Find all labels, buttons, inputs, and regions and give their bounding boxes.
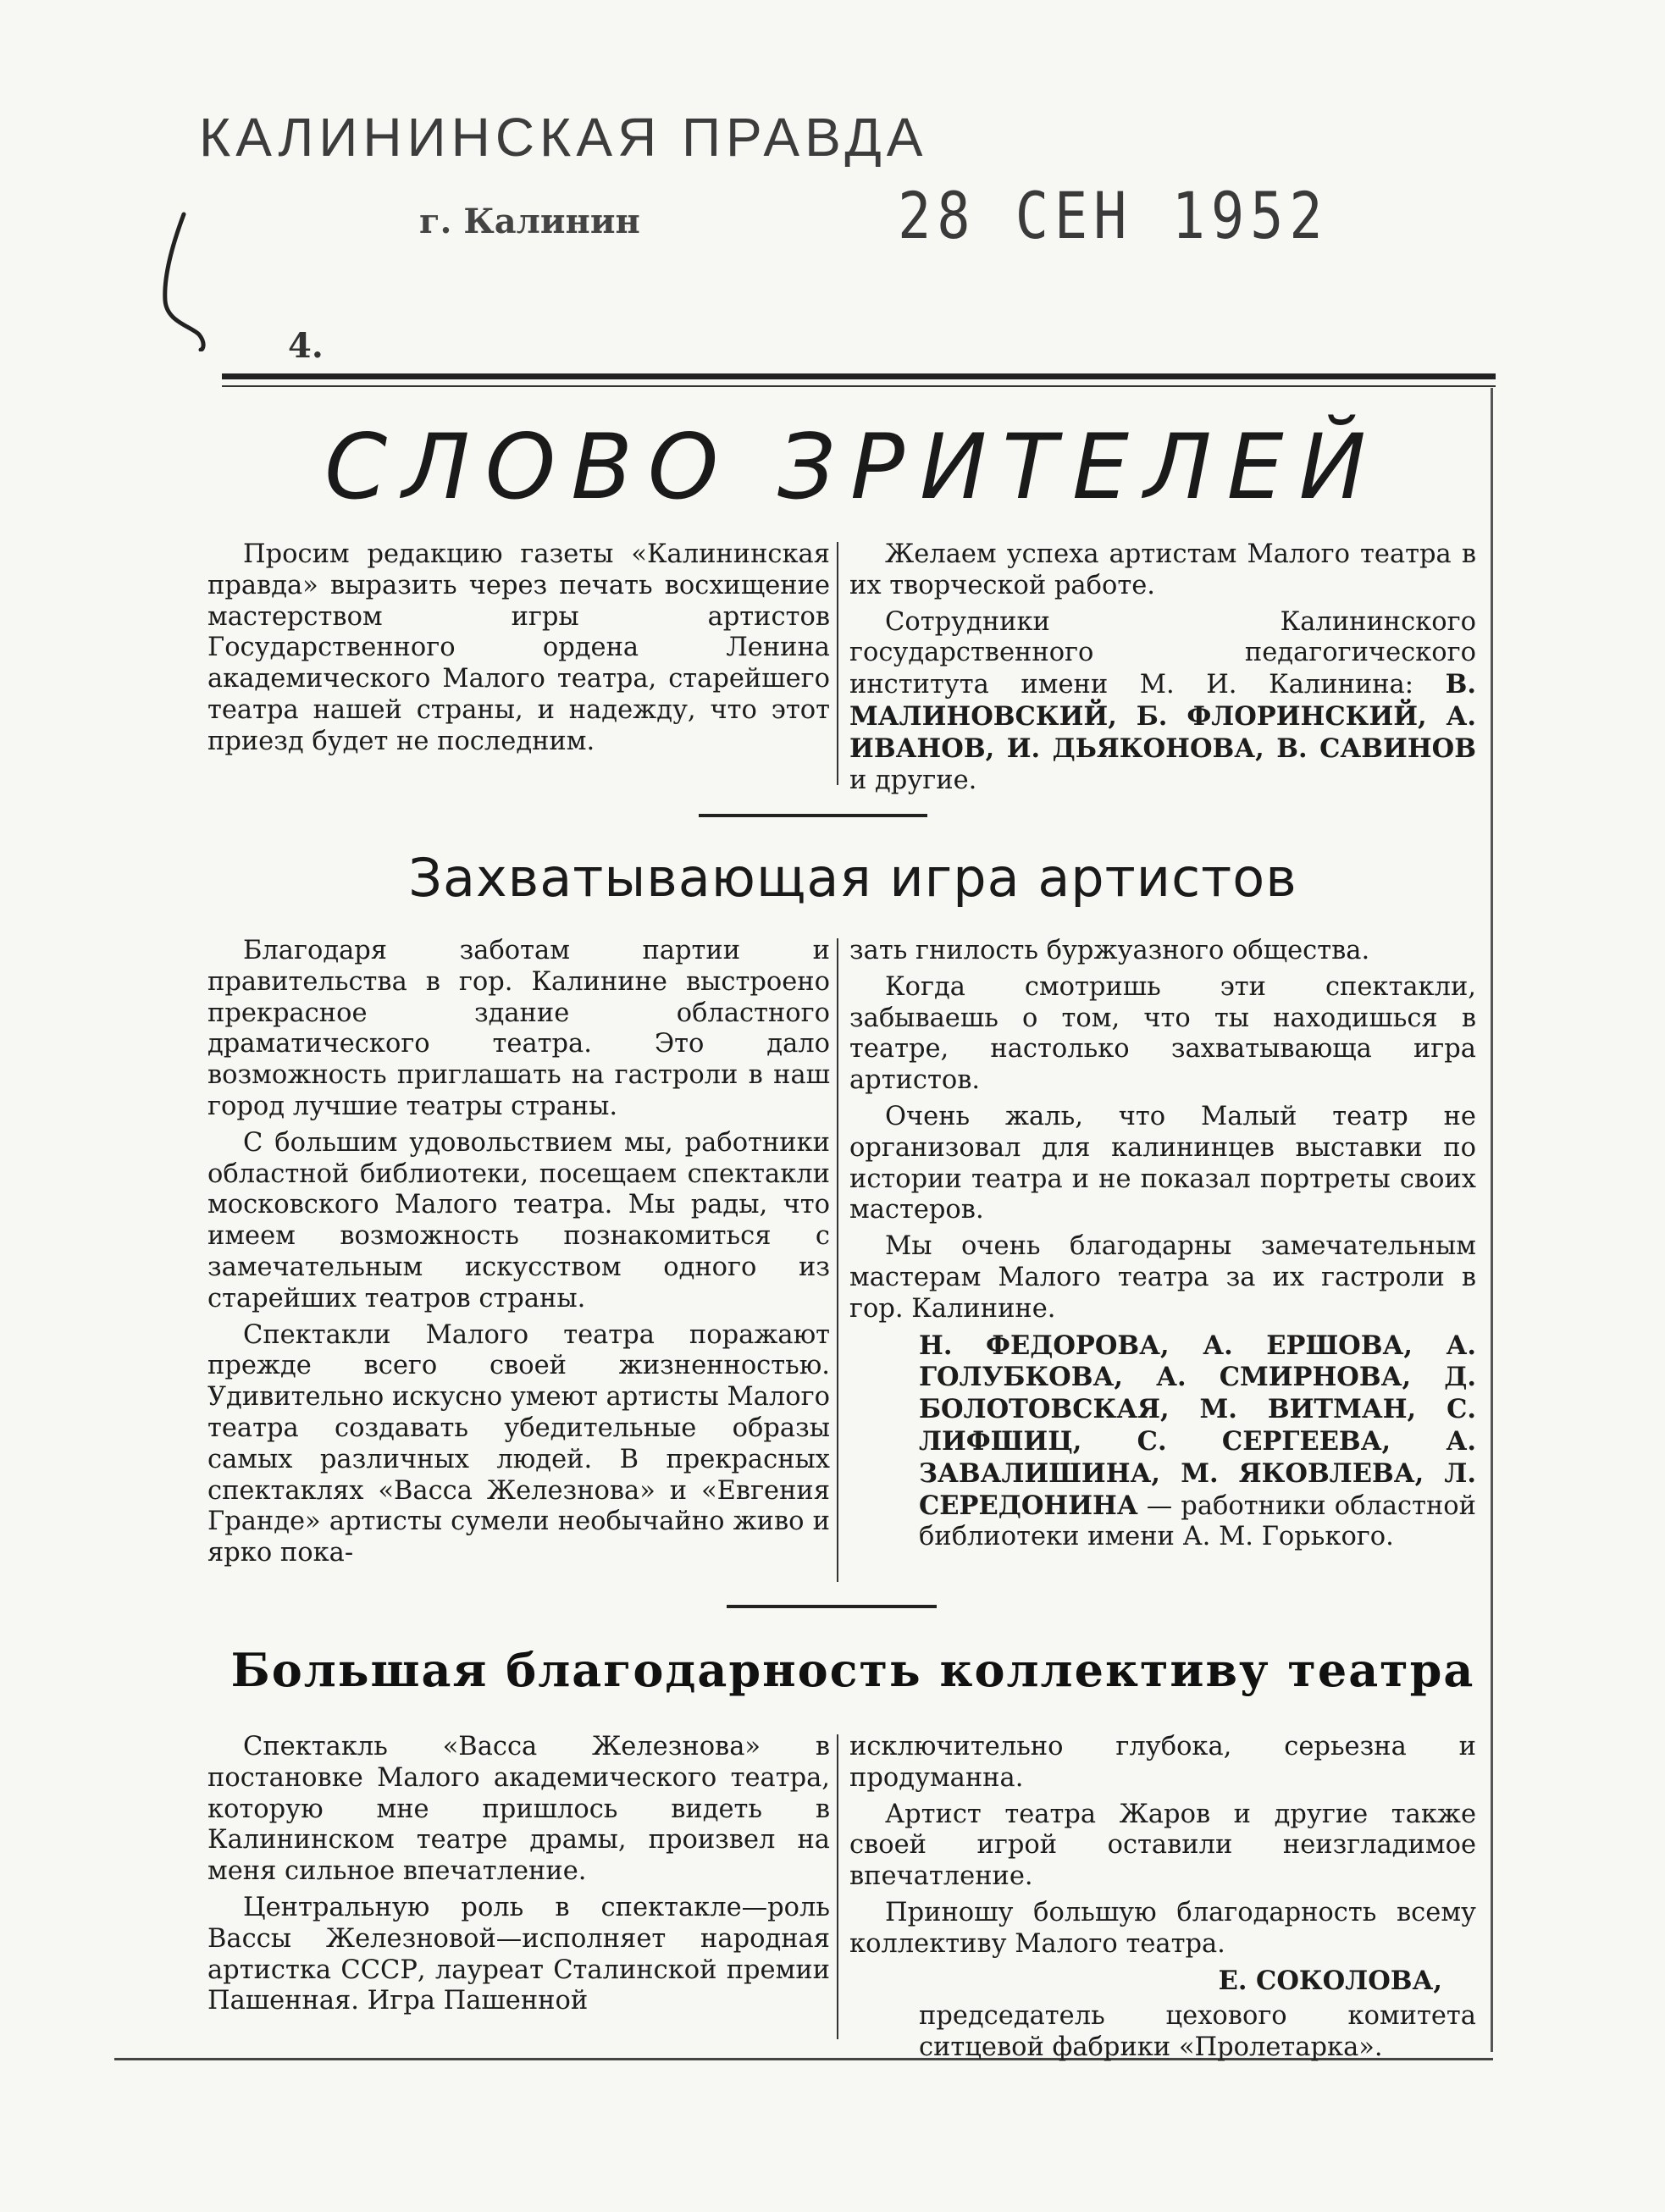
section-separator <box>699 814 927 817</box>
signature-names: В. МАЛИНОВСКИЙ, Б. ФЛОРИНСКИЙ, А. ИВАНОВ, И. ДЬЯКОНОВА, В. САВИНОВ <box>849 669 1476 764</box>
signature <box>849 607 1476 797</box>
page-right-border <box>1491 388 1493 2052</box>
column-divider <box>837 1734 838 2039</box>
paragraph: Очень жаль, что Малый театр не организовал для калининцев выставки по истории театра и не показал портреты своих мастеров. <box>849 1101 1476 1225</box>
signature-tail: — работники областной библиотеки имени А. М. Горького. <box>919 1490 1476 1552</box>
article3-left-column <box>207 1732 830 2022</box>
article2-right-column <box>849 936 1476 1558</box>
article3-right-column <box>849 1732 1476 2064</box>
section-separator <box>727 1605 937 1608</box>
paragraph: Приношу большую благодарность всему коллективу Малого театра. <box>849 1897 1476 1959</box>
signature-name: Е. СОКОЛОВА, <box>1218 1965 1442 1996</box>
signature-role: председатель цехового комитета ситцевой фабрики «Пролетарка». <box>919 2001 1476 2063</box>
article1-right-column <box>849 539 1476 801</box>
column-divider <box>837 938 838 1582</box>
signature-intro: Сотрудники Калининского государственного педагогического института имени М. И. Калинина: <box>849 606 1476 700</box>
header-rule-thin <box>222 385 1496 387</box>
article1-left-column <box>207 539 830 763</box>
paragraph: Спектакли Малого театра поражают прежде всего своей жизненностью. Удивительно искусно умеют артисты Малого театра создавать убедительные образы самых различных людей. В прекрасных спектаклях «Васса Железнова» и «Евгения Гранде» артисты сумели необычайно живо и ярко пока- <box>207 1319 830 1568</box>
paragraph: Желаем успеха артистам Малого театра в их творческой работе. <box>849 539 1476 600</box>
signature <box>849 1330 1476 1554</box>
article3-title: Большая благодарность коллективу театра <box>230 1643 1475 1697</box>
paragraph: Когда смотришь эти спектакли, забываешь о том, что ты находишься в театре, настолько захватывающа игра артистов. <box>849 971 1476 1096</box>
signature-names: Н. ФЕДОРОВА, А. ЕРШОВА, А. ГОЛУБКОВА, А. СМИРНОВА, Д. БОЛОТОВСКАЯ, М. ВИТМАН, С. ЛИФШИЦ, С. СЕРГЕЕВА, А. ЗАВАЛИШИНА, М. ЯКОВЛЕВА, Л. СЕРЕДОНИНА <box>919 1330 1476 1521</box>
paragraph: Артист театра Жаров и другие также своей игрой оставили неизгладимое впечатление. <box>849 1799 1476 1892</box>
header-rule <box>222 373 1496 379</box>
paragraph: исключительно глубока, серьезна и продуманна. <box>849 1732 1476 1793</box>
paragraph: Спектакль «Васса Железнова» в постановке Малого академического театра, которую мне пришлось видеть в Калининском театре драмы, произвел на меня сильное впечатление. <box>207 1732 830 1887</box>
newspaper-stamp-title: КАЛИНИНСКАЯ ПРАВДА <box>199 107 928 168</box>
paragraph: Благодаря заботам партии и правительства в гор. Калинине выстроено прекрасное здание областного драматического театра. Это дало возможность приглашать на гастроли в наш город лучшие театры страны. <box>207 936 830 1121</box>
article2-title: Захватывающая игра артистов <box>408 847 1297 909</box>
page-number: 4. <box>288 326 324 366</box>
paragraph: Центральную роль в спектакле—роль Вассы Железновой—исполняет народная артистка СССР, лауреат Сталинской премии Пашенная. Игра Пашенной <box>207 1892 830 2016</box>
newspaper-stamp-city: г. Калинин <box>419 202 640 241</box>
pencil-mark-icon <box>140 207 233 351</box>
column-divider <box>837 542 838 785</box>
date-stamp: 28 СЕН 1952 <box>898 178 1329 253</box>
paragraph: С большим удовольствием мы, работники областной библиотеки, посещаем спектакли московского Малого театра. Мы рады, что имеем возможность познакомиться с замечательным искусством одного из старейших театров страны. <box>207 1127 830 1313</box>
article1-title: СЛОВО ЗРИТЕЛЕЙ <box>324 415 1381 519</box>
paragraph: Просим редакцию газеты «Калининская правда» выразить через печать восхищение мастерством игры артистов Государственного ордена Ленина академического Малого театра, старейшего театра нашей страны, и надежду, что этот приезд будет не последним. <box>207 539 830 756</box>
article2-left-column <box>207 936 830 1574</box>
signature-tail: и другие. <box>849 765 977 795</box>
paragraph: Мы очень благодарны замечательным мастерам Малого театра за их гастроли в гор. Калинине. <box>849 1231 1476 1324</box>
paragraph: зать гнилость буржуазного общества. <box>849 936 1370 965</box>
